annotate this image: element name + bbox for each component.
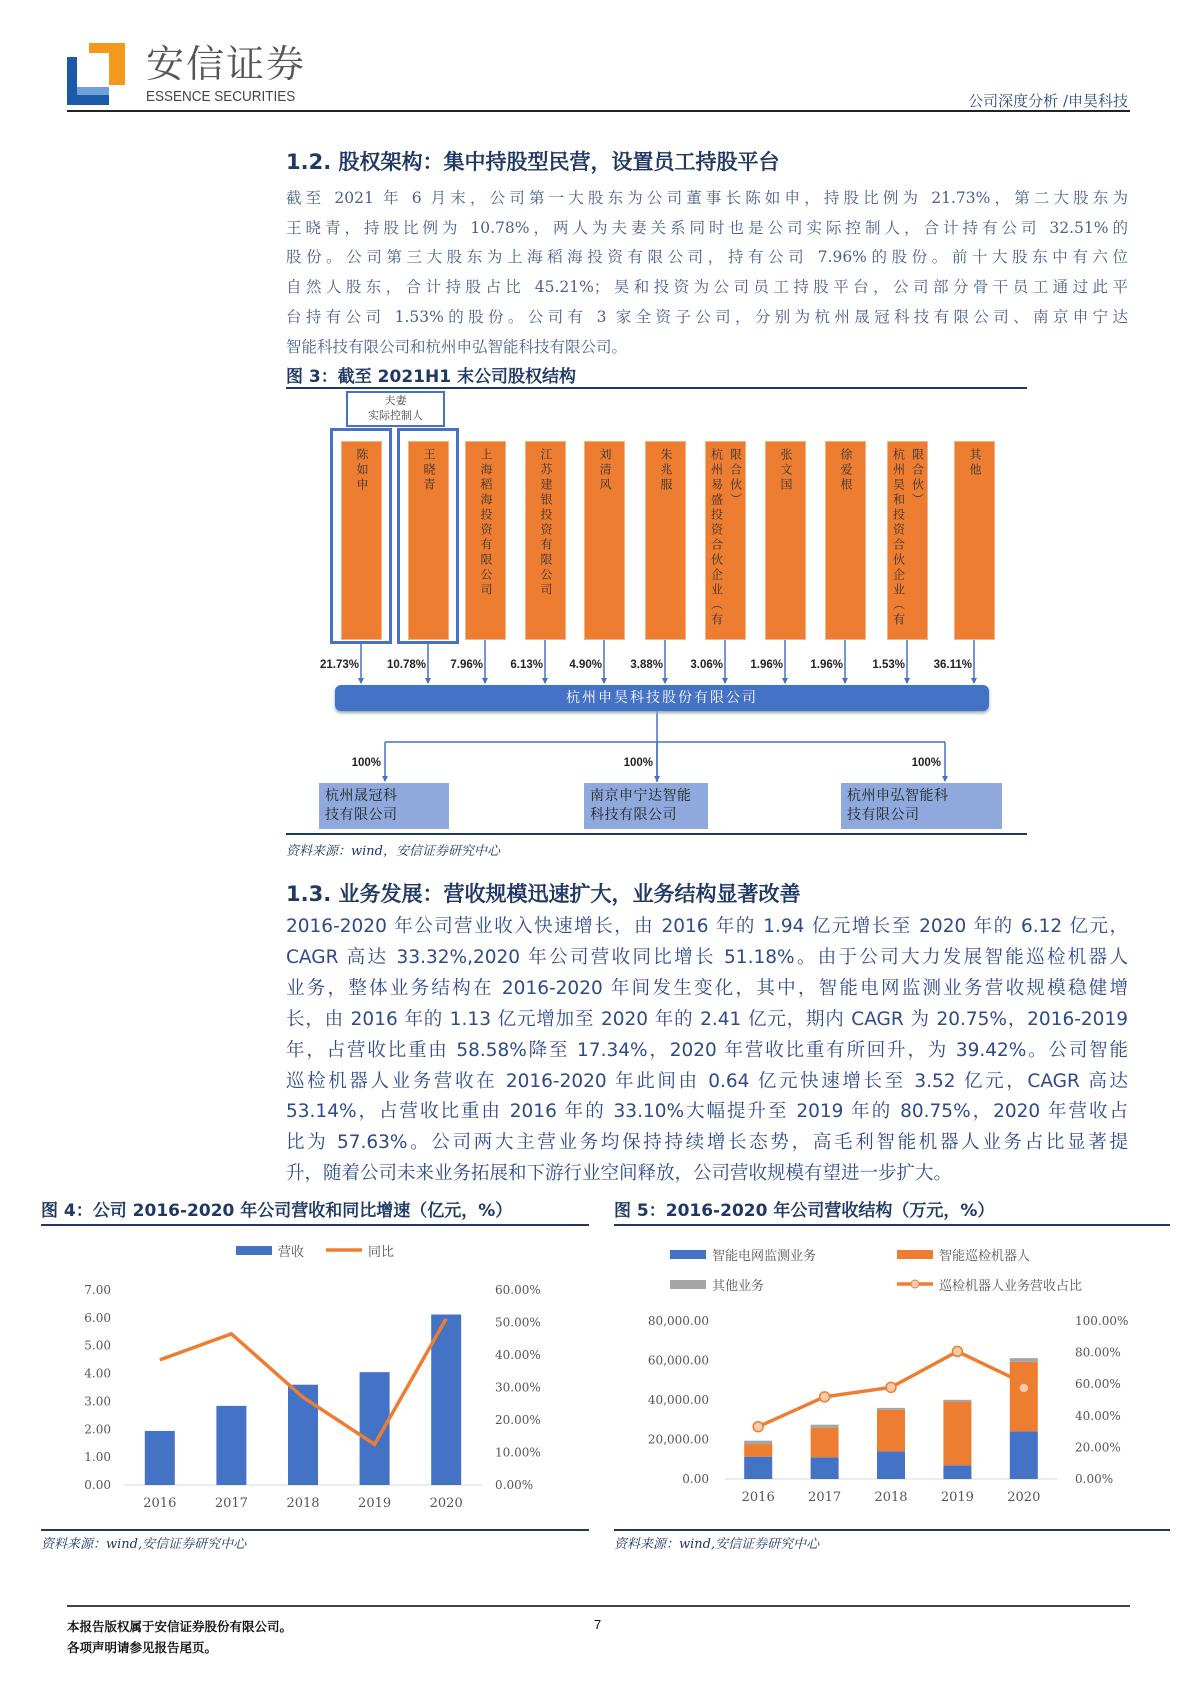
- subsidiary-name: 技有限公司: [325, 807, 398, 823]
- shareholder-box: [645, 441, 686, 640]
- legend-swatch: [670, 1250, 706, 1259]
- x-tick-label: 2017: [808, 1490, 842, 1505]
- bar-智能电网监测业务: [744, 1457, 772, 1479]
- y-tick-label: 5.00: [84, 1338, 111, 1353]
- footer-copyright: 本报告版权属于安信证券股份有限公司。: [67, 1619, 293, 1634]
- paragraph-line: CAGR 高达 33.32%,2020 年公司营收同比增长 51.18%。由于公司大力发展智能巡检机器人: [286, 946, 1128, 968]
- x-tick-label: 2019: [358, 1496, 392, 1511]
- legend-label: 智能巡检机器人: [939, 1249, 1031, 1264]
- shareholder-box: [887, 441, 928, 640]
- arrow-head: [654, 776, 660, 782]
- logo-subtext: ESSENCE SECURITIES: [146, 88, 296, 105]
- shareholder-name: 王晓青: [422, 448, 436, 493]
- paragraph-line: 比为 57.63%。公司两大主营业务均保持持续增长态势，高毛利智能机器人业务占比显著提: [286, 1132, 1128, 1154]
- subsidiary-name: 杭州申弘智能科: [847, 788, 949, 804]
- shareholder-name: 张文国: [779, 448, 793, 493]
- bar-智能巡检机器人: [1010, 1362, 1038, 1432]
- bar-其他业务: [877, 1408, 905, 1410]
- bar-智能电网监测业务: [943, 1465, 971, 1479]
- paragraph-line: 股份。公司第三大股东为上海稻海投资有限公司，持有公司 7.96%的股份。前十大股东中有六位: [286, 248, 1128, 267]
- figure-5-rule: [614, 1224, 1170, 1226]
- x-tick-label: 2017: [214, 1496, 248, 1511]
- x-tick-label: 2018: [286, 1496, 320, 1511]
- paragraph-line: 智能科技有限公司和杭州申弘智能科技有限公司。: [286, 337, 628, 356]
- figure-5-source: 资料来源：wind,安信证券研究中心: [614, 1537, 820, 1552]
- legend-swatch: [236, 1246, 272, 1255]
- paragraph-line: 53.14%，占营收比重由 2016 年的 33.10%大幅提升至 2019 年的 80.75%，2020 年营收占: [286, 1101, 1128, 1123]
- shareholding-pct: 10.78%: [386, 659, 426, 671]
- subsidiary-pct: 100%: [911, 757, 941, 769]
- figure-3-source: 资料来源：wind，安信证券研究中心: [286, 844, 500, 859]
- logo-text: 安信证券: [146, 42, 307, 86]
- subsidiary-pct: 100%: [623, 757, 653, 769]
- shareholder-name: 江苏建银投资有限公司: [539, 448, 553, 598]
- subsidiary-name: 技有限公司: [847, 807, 920, 823]
- legend-label: 营收: [278, 1245, 305, 1260]
- arrow-head: [971, 678, 977, 684]
- bar-其他业务: [811, 1425, 839, 1428]
- shareholder-name: 陈如申: [355, 448, 369, 493]
- shareholder-name: 杭州易盛投资合伙企业（有限合伙）: [709, 448, 743, 628]
- company-box: 杭州申昊科技股份有限公司: [335, 685, 989, 711]
- y-tick-label: 1.00: [84, 1450, 111, 1465]
- bar-智能巡检机器人: [811, 1428, 839, 1458]
- bar-智能巡检机器人: [943, 1402, 971, 1466]
- bar-其他业务: [744, 1441, 772, 1444]
- y2-tick-label: 30.00%: [495, 1380, 541, 1395]
- bar-营收: [145, 1431, 175, 1485]
- shareholding-pct: 1.96%: [810, 659, 843, 671]
- arrow-head: [942, 776, 948, 782]
- y2-tick-label: 0.00%: [495, 1478, 534, 1492]
- arrow-head: [482, 678, 488, 684]
- arrow-head: [601, 678, 607, 684]
- y-tick-label: 0.00: [682, 1472, 709, 1486]
- shareholder-box: [525, 441, 566, 640]
- y2-tick-label: 10.00%: [495, 1445, 541, 1460]
- shareholding-pct: 21.73%: [319, 659, 359, 671]
- shareholder-name: 徐爱根: [839, 448, 853, 493]
- bar-营收: [288, 1385, 318, 1485]
- revenue-structure-chart: [600, 1230, 1200, 1520]
- shareholder-name: 上海稻海投资有限公司: [479, 448, 493, 598]
- header-report-type: 公司深度分析 /申昊科技: [968, 92, 1128, 110]
- legend-label: 智能电网监测业务: [712, 1249, 817, 1264]
- y-tick-label: 60,000.00: [647, 1353, 709, 1368]
- y2-tick-label: 20.00%: [495, 1413, 541, 1427]
- figure-4-source: 资料来源：wind,安信证券研究中心: [41, 1537, 247, 1552]
- revenue-growth-chart: [0, 1230, 600, 1520]
- figure-5-title: 图 5：2016-2020 年公司营收结构（万元，%）: [614, 1201, 995, 1221]
- y2-tick-label: 40.00%: [495, 1348, 541, 1362]
- figure-5-bottom-rule: [614, 1529, 1170, 1531]
- legend-label: 巡检机器人业务营收占比: [939, 1279, 1083, 1294]
- arrow-head: [358, 678, 364, 684]
- bar-智能电网监测业务: [877, 1451, 905, 1479]
- footer-divider: [67, 1605, 1130, 1607]
- line-marker: [952, 1346, 962, 1356]
- paragraph-line: 业务，整体业务结构在 2016-2020 年间发生变化，其中，智能电网监测业务营收规模稳健增: [286, 977, 1128, 999]
- arrow-head: [782, 678, 788, 684]
- shareholder-name: 刘清风: [598, 448, 612, 493]
- x-tick-label: 2020: [1007, 1490, 1041, 1505]
- y-tick-label: 4.00: [84, 1366, 111, 1381]
- footer-disclaimer: 各项声明请参见报告尾页。: [67, 1640, 218, 1655]
- paragraph-line: 年，占营收比重由 58.58%降至 17.34%，2020 年营收比重有所回升，为 39.42%。公司智能: [286, 1039, 1128, 1061]
- section-heading-1-2: 1.2. 股权架构：集中持股型民营，设置员工持股平台: [286, 150, 780, 174]
- y-tick-label: 3.00: [84, 1394, 111, 1409]
- y2-tick-label: 0.00%: [1075, 1472, 1114, 1486]
- y-tick-label: 6.00: [84, 1310, 111, 1325]
- figure-4-rule: [41, 1224, 589, 1226]
- arrow-head: [662, 678, 668, 684]
- paragraph-line: 2016-2020 年公司营业收入快速增长，由 2016 年的 1.94 亿元增长至 2020 年的 6.12 亿元，: [286, 916, 1128, 937]
- x-tick-label: 2018: [874, 1490, 908, 1505]
- section-heading-1-3: 1.3. 业务发展：营收规模迅速扩大，业务结构显著改善: [286, 882, 801, 906]
- paragraph-line: 王晓青，持股比例为 10.78%，两人为夫妻关系同时也是公司实际控制人，合计持有公司 32.51%的: [286, 218, 1128, 237]
- shareholding-pct: 3.88%: [630, 659, 663, 671]
- shareholder-name: 朱兆服: [659, 448, 673, 493]
- bar-营收: [216, 1406, 246, 1485]
- y2-tick-label: 20.00%: [1075, 1440, 1121, 1455]
- y2-tick-label: 80.00%: [1075, 1345, 1121, 1360]
- line-marker: [820, 1392, 830, 1402]
- line-marker: [753, 1422, 763, 1432]
- y2-tick-label: 60.00%: [1075, 1377, 1121, 1392]
- bar-其他业务: [943, 1400, 971, 1402]
- shareholder-box: [765, 441, 806, 640]
- arrow-head: [722, 678, 728, 684]
- y2-tick-label: 60.00%: [495, 1283, 541, 1297]
- paragraph-line: 长，由 2016 年的 1.13 亿元增加至 2020 年的 2.41 亿元，期内 CAGR 为 20.75%，2016-2019: [286, 1008, 1128, 1030]
- legend-swatch: [670, 1280, 706, 1289]
- arrow-head: [842, 678, 848, 684]
- x-tick-label: 2016: [143, 1496, 177, 1511]
- y2-tick-label: 50.00%: [495, 1315, 541, 1330]
- subsidiary-box: [584, 783, 708, 829]
- figure-4-title: 图 4：公司 2016-2020 年公司营收和同比增速（亿元，%）: [41, 1201, 513, 1221]
- bar-智能巡检机器人: [744, 1444, 772, 1457]
- bar-智能巡检机器人: [877, 1410, 905, 1451]
- bar-智能电网监测业务: [811, 1457, 839, 1479]
- figure-4-bottom-rule: [41, 1529, 589, 1531]
- paragraph-line: 截至 2021 年 6 月末，公司第一大股东为公司董事长陈如申，持股比例为 21.73%，第二大股东为: [286, 189, 1128, 207]
- shareholder-box: [408, 441, 449, 640]
- subsidiary-name: 南京申宁达智能: [590, 788, 692, 804]
- line-marker: [886, 1382, 896, 1392]
- shareholder-box: [341, 441, 382, 640]
- legend-label: 其他业务: [712, 1279, 765, 1294]
- subsidiary-box: [319, 783, 449, 829]
- x-tick-label: 2020: [429, 1496, 463, 1511]
- y-tick-label: 2.00: [84, 1422, 111, 1437]
- controller-label: 实际控制人: [368, 409, 423, 422]
- section-1-3-paragraph: [286, 912, 1128, 1190]
- subsidiary-box: [841, 783, 1002, 829]
- paragraph-line: 台持有公司 1.53%的股份。公司有 3 家全资子公司，分别为杭州晟冠科技有限公司、南京申宁达: [286, 307, 1128, 326]
- shareholding-pct: 36.11%: [933, 659, 972, 671]
- y-tick-label: 7.00: [84, 1283, 111, 1297]
- arrow-head: [542, 678, 548, 684]
- figure-3-bottom-rule: [286, 833, 1027, 835]
- paragraph-line: 巡检机器人业务营收在 2016-2020 年此间由 0.64 亿元快速增长至 3.52 亿元，CAGR 高达: [286, 1070, 1128, 1092]
- shareholding-pct: 6.13%: [510, 659, 543, 671]
- shareholder-box: [465, 441, 506, 640]
- shareholder-box: [954, 441, 995, 640]
- line-marker: [1019, 1383, 1029, 1393]
- paragraph-line: 自然人股东，合计持股占比 45.21%；昊和投资为公司员工持股平台，公司部分骨干员工通过此平: [286, 278, 1128, 297]
- shareholding-pct: 3.06%: [690, 659, 723, 671]
- subsidiary-name: 科技有限公司: [590, 807, 677, 823]
- y2-tick-label: 100.00%: [1075, 1314, 1129, 1328]
- shareholder-name: 杭州昊和投资合伙企业（有限合伙）: [891, 448, 925, 628]
- figure-3-title: 图 3：截至 2021H1 末公司股权结构: [286, 367, 576, 387]
- y-tick-label: 80,000.00: [647, 1314, 709, 1328]
- shareholding-pct: 4.90%: [569, 659, 602, 671]
- legend-label: 同比: [368, 1245, 395, 1260]
- arrow-head: [904, 678, 910, 684]
- x-tick-label: 2019: [940, 1490, 974, 1505]
- page-number: 7: [594, 1617, 602, 1632]
- legend-marker: [911, 1280, 919, 1288]
- shareholder-box: [825, 441, 866, 640]
- y-tick-label: 20,000.00: [647, 1432, 709, 1447]
- subsidiary-name: 杭州晟冠科: [325, 788, 398, 804]
- x-tick-label: 2016: [741, 1490, 775, 1505]
- shareholding-pct: 1.96%: [750, 659, 783, 671]
- bar-智能电网监测业务: [1010, 1431, 1038, 1479]
- y2-tick-label: 40.00%: [1075, 1408, 1121, 1423]
- bar-其他业务: [1010, 1358, 1038, 1362]
- paragraph-line: 升，随着公司未来业务拓展和下游行业空间释放，公司营收规模有望进一步扩大。: [286, 1163, 953, 1185]
- shareholder-box: [584, 441, 625, 640]
- y-tick-label: 0.00: [84, 1478, 111, 1492]
- couple-label: 夫妻: [384, 394, 407, 407]
- shareholder-box: [705, 441, 746, 640]
- shareholding-pct: 1.53%: [872, 659, 905, 671]
- y-tick-label: 40,000.00: [647, 1393, 709, 1407]
- arrow-head: [382, 776, 388, 782]
- legend-swatch: [897, 1250, 933, 1259]
- shareholder-name: 其他: [968, 448, 982, 478]
- arrow-head: [425, 678, 431, 684]
- shareholding-pct: 7.96%: [450, 659, 483, 671]
- subsidiary-pct: 100%: [351, 757, 381, 769]
